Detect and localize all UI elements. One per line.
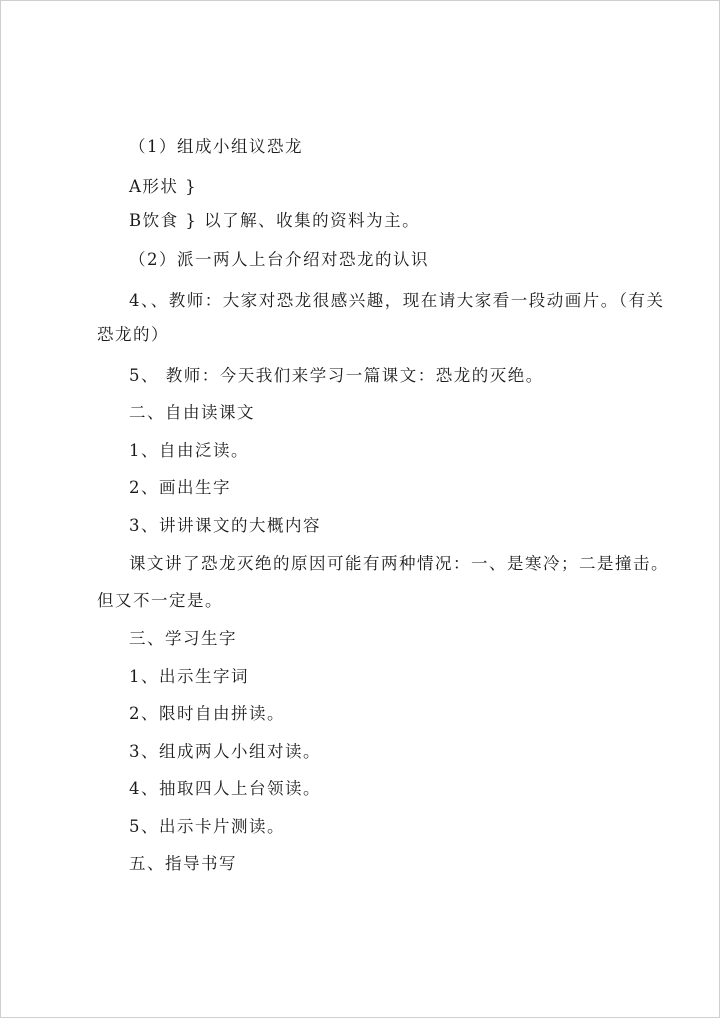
text-line: 但又不一定是。: [97, 591, 223, 610]
text-line: 五、指导书写: [129, 854, 237, 873]
text-line: B饮食 } 以了解、收集的资料为主。: [129, 211, 421, 230]
text-line: 4、抽取四人上台领读。: [129, 779, 321, 798]
text-line: 恐龙的）: [97, 325, 169, 344]
text-line: 4、、教师：大家对恐龙很感兴趣，现在请大家看一段动画片。（有关: [129, 291, 665, 310]
text-line: 课文讲了恐龙灭绝的原因可能有两种情况：一、是寒冷；二是撞击。: [129, 554, 669, 573]
text-line: 3、组成两人小组对读。: [129, 742, 321, 761]
text-line: 2、画出生字: [129, 478, 231, 497]
text-line: 5、 教师：今天我们来学习一篇课文：恐龙的灭绝。: [129, 366, 544, 385]
text-line: 3、讲讲课文的大概内容: [129, 516, 321, 535]
text-line: 2、限时自由拼读。: [129, 704, 285, 723]
text-line: 三、学习生字: [129, 629, 237, 648]
text-line: 5、出示卡片测读。: [129, 817, 285, 836]
text-line: （2）派一两人上台介绍对恐龙的认识: [129, 250, 429, 269]
text-line: 1、出示生字词: [129, 667, 249, 686]
text-line: A形状 }: [129, 177, 198, 196]
text-line: 二、自由读课文: [129, 403, 255, 422]
text-line: 1、自由泛读。: [129, 441, 249, 460]
text-line: （1）组成小组议恐龙: [129, 137, 303, 156]
